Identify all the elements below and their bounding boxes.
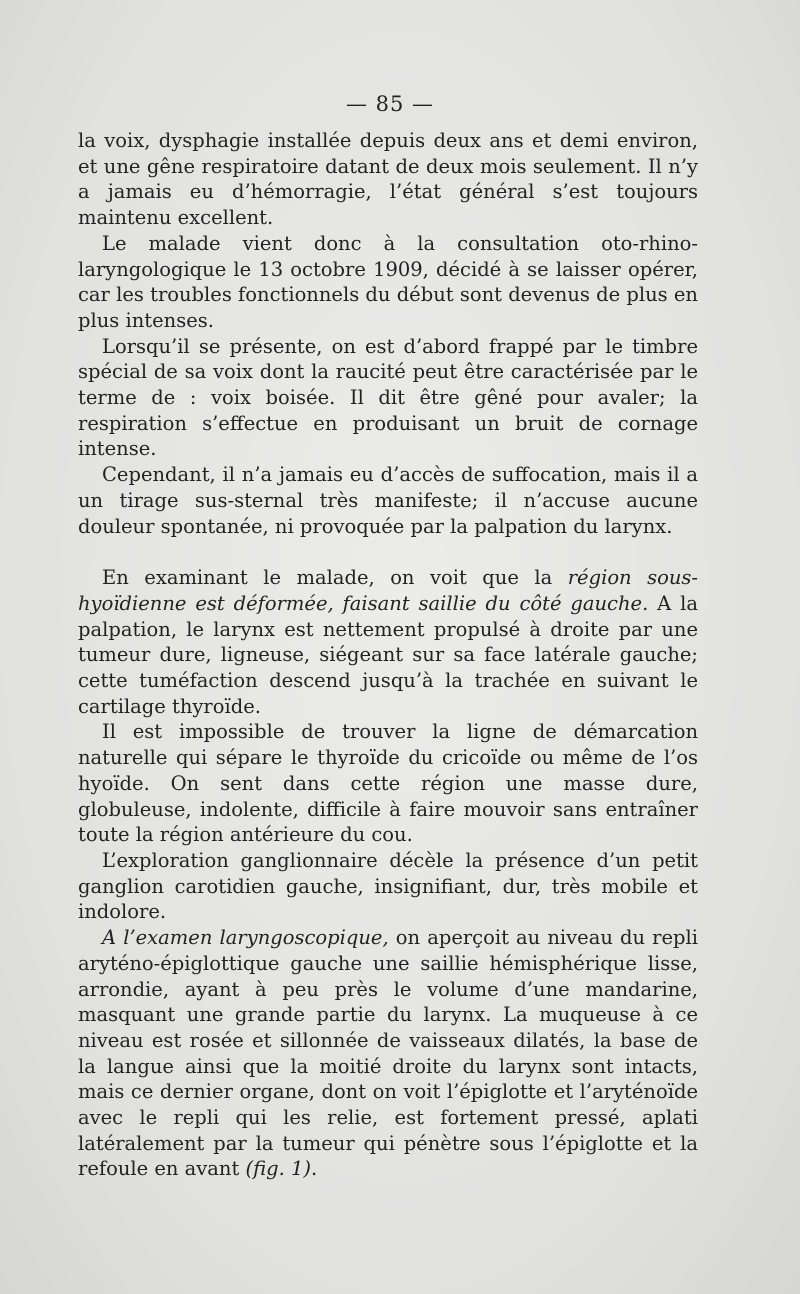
- exam-emphasis: région sous-hyoïdienne est déformée, faisant saillie du côté gauche.: [78, 566, 699, 615]
- paragraph-ganglion: L’exploration ganglionnaire décèle la présence d’un petit ganglion carotidien gauche, insignifiant, dur, très mobile et indolore.: [78, 848, 698, 924]
- paragraph-exam: [78, 565, 698, 719]
- paragraph-3: Lorsqu’il se présente, on est d’abord frappé par le timbre spécial de sa voix dont la raucité peut être caractérisée par le terme de : voix boisée. Il dit être gêné pour avaler; la respiration s’effectue en produisant un bruit de cornage intense.: [78, 334, 698, 461]
- exam-rest: A la palpation, le larynx est nettement propulsé à droite par une tumeur dure, ligneuse, siégeant sur sa face latérale gauche; cette tuméfaction descend jusqu’à la trachée en suivant le cartilage thyroïde.: [78, 591, 698, 718]
- laryngo-end: .: [311, 1157, 318, 1181]
- paragraph-1: la voix, dysphagie installée depuis deux ans et demi environ, et une gêne respiratoire datant de deux mois seulement. Il n’y a jamais eu d’hémorragie, l’état général s’est toujours maintenu excellent.: [78, 129, 698, 230]
- body-text: [78, 128, 698, 1182]
- figure-reference: (fig. 1): [245, 1157, 312, 1181]
- paragraph-demarcation: Il est impossible de trouver la ligne de démarcation naturelle qui sépare le thyroïde du cricoïde ou même de l’os hyoïde. On sent dans cette région une masse dure, globuleuse, indolente, difficile à faire mouvoir sans entraîner toute la région antérieure du cou.: [78, 720, 698, 847]
- page-number: — 85 —: [345, 92, 435, 116]
- exam-lead: En examinant le malade, on voit que la: [102, 566, 568, 590]
- laryngo-rest: on aperçoit au niveau du repli aryténo-épiglottique gauche une saillie hémisphérique lisse, arrondie, ayant à peu près le volume d’une mandarine, masquant une grande partie du larynx. La muqueuse à ce niveau est rosée et sillonnée de vaisseaux dilatés, la base de la langue ainsi que la moitié droite du larynx sont intacts, mais ce dernier organe, dont on voit l’épiglotte et l’aryténoïde avec le repli qui les relie, est fortement pressé, aplati latéralement par la tumeur qui pénètre sous l’épiglotte et la refoule en avant: [78, 926, 698, 1181]
- paragraph-2: Le malade vient donc à la consultation oto-rhino-laryngologique le 13 octobre 1909, décidé à se laisser opérer, car les troubles fonctionnels du début sont devenus de plus en plus intenses.: [78, 231, 698, 332]
- paragraph-laryngoscopy: [78, 925, 698, 1182]
- laryngo-emphasis: A l’examen laryngoscopique,: [102, 926, 389, 950]
- paragraph-4: Cependant, il n’a jamais eu d’accès de suffocation, mais il a un tirage sus-sternal très manifeste; il n’accuse aucune douleur spontanée, ni provoquée par la palpation du larynx.: [78, 463, 698, 538]
